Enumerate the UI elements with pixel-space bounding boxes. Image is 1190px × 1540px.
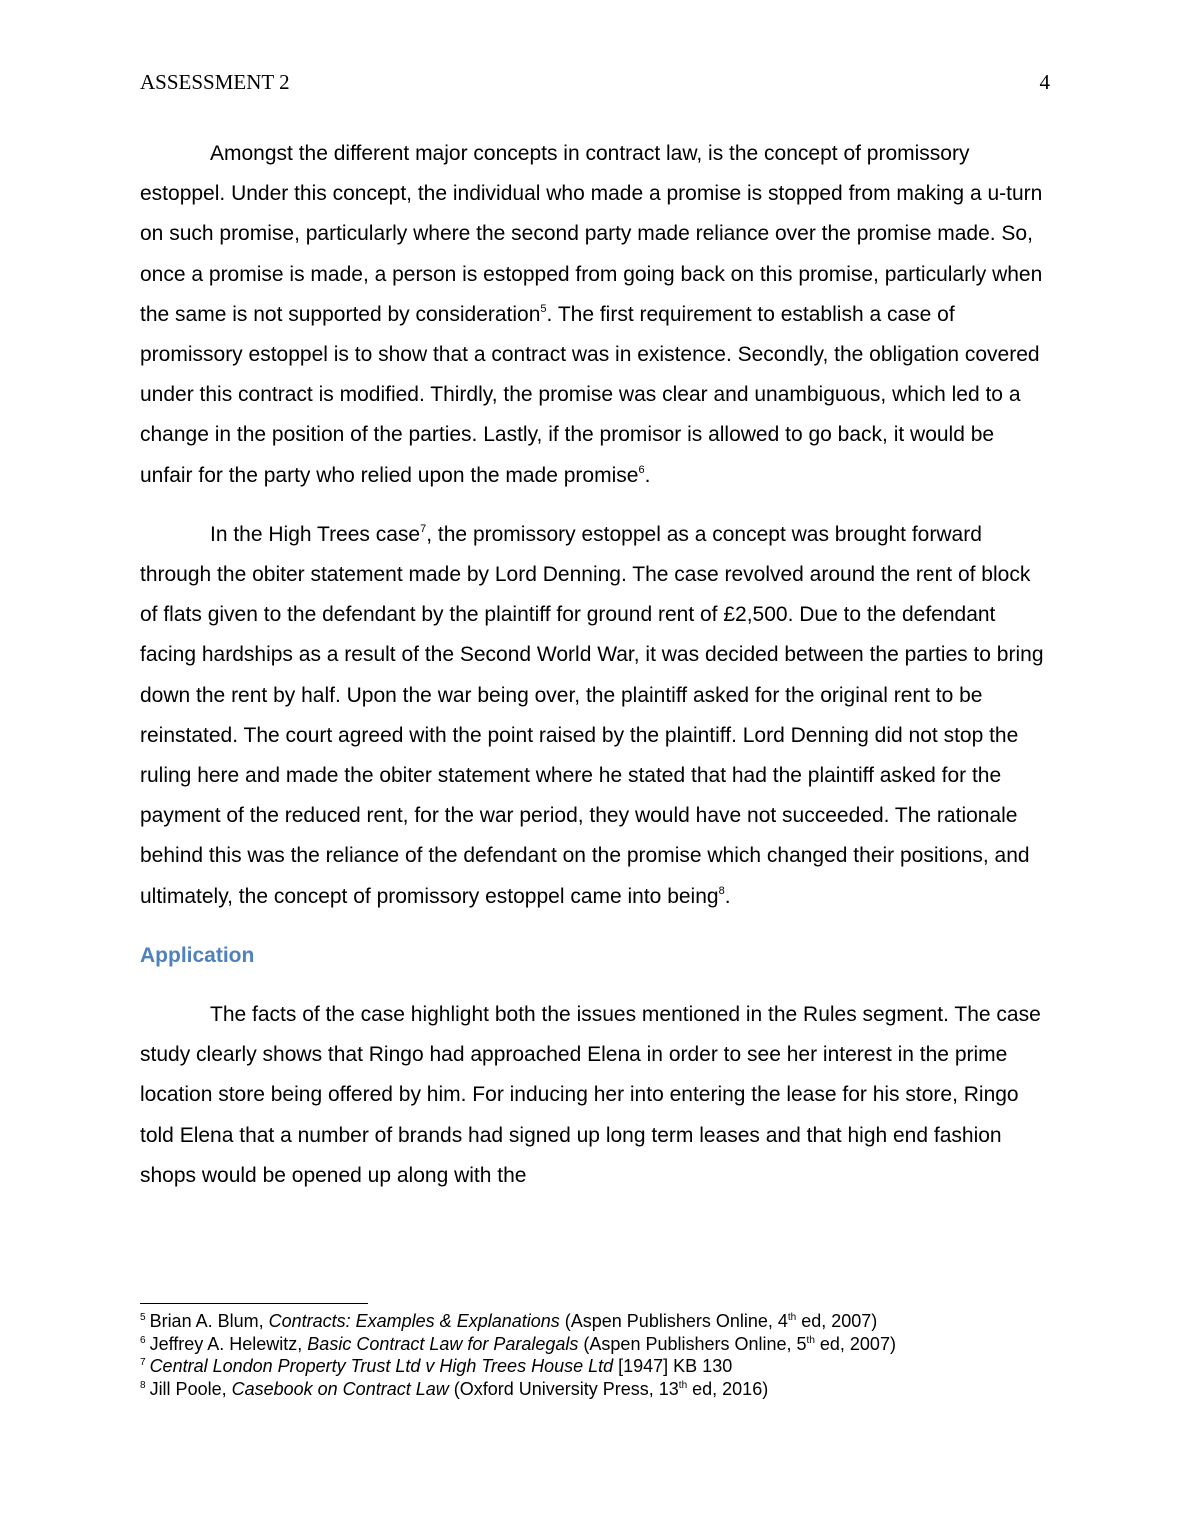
footnote-publication: (Oxford University Press, 13: [448, 1378, 679, 1399]
paragraph-text: Amongst the different major concepts in contract law, is the concept of promissory estoppel. Under this concept, the individual who made a promise is stopped from making a u-turn on such promise, particularly where the second party made reliance over the promise made. So, once a promise is made, a person is estopped from going back on this promise, particularly when the same is not supported by consideration: [140, 142, 1043, 326]
footnote-ref-5[interactable]: 5: [540, 302, 547, 315]
footnote-7: [140, 1355, 1050, 1378]
paragraph-promissory-estoppel-concept: [140, 134, 1050, 496]
footnote-author: Jill Poole,: [149, 1378, 232, 1399]
footnote-number: 6: [140, 1334, 146, 1346]
footnote-ordinal: th: [787, 1312, 797, 1323]
footnote-title: Basic Contract Law for Paralegals: [307, 1333, 579, 1354]
footnote-8: [140, 1378, 1050, 1401]
footnote-publication: (Aspen Publishers Online, 4: [559, 1311, 788, 1331]
footnote-6: [140, 1333, 1050, 1356]
paragraph-text: .: [724, 884, 731, 908]
running-head-title: ASSESSMENT 2: [140, 70, 290, 94]
footnote-5: [140, 1310, 1050, 1333]
footnote-publication-end: ed, 2016): [687, 1378, 769, 1399]
footnote-ref-8[interactable]: 8: [718, 884, 725, 897]
footnotes: [140, 1310, 1050, 1400]
section-heading-application: Application: [140, 943, 255, 967]
paragraph-text: .: [644, 463, 651, 487]
footnote-ref-6[interactable]: 6: [638, 463, 645, 476]
footnote-ordinal: th: [678, 1379, 688, 1391]
footnote-publication: [1947] KB 130: [613, 1356, 733, 1376]
page-number: 4: [1039, 70, 1050, 94]
footnote-ordinal: th: [806, 1334, 815, 1346]
footnote-title: Central London Property Trust Ltd v High Trees House Ltd: [149, 1356, 614, 1376]
paragraph-text: , the promissory estoppel as a concept was brought forward through the obiter statement made by Lord Denning. The case revolved around the rent of block of flats given to the defendant by the plaintiff for ground rent of £2,500. Due to the defendant facing hardships as a result of the Second World War, it was decided between the parties to bring down the rent by half. Upon the war being over, the plaintiff asked for the original rent to be reinstated. The court agreed with the point raised by the plaintiff. Lord Denning did not stop the ruling here and made the obiter statement where he stated that had the plaintiff asked for the payment of the reduced rent, for the war period, they would have not succeeded. The rationale behind this was the reliance of the defendant on the promise which changed their positions, and ultimately, the concept of promissory estoppel came into being: [140, 522, 1044, 908]
footnote-separator: [140, 1303, 368, 1304]
footnote-title: Contracts: Examples & Explanations: [268, 1311, 560, 1331]
page-header: [140, 70, 1050, 100]
footnote-title: Casebook on Contract Law: [231, 1378, 449, 1399]
footnote-author: Brian A. Blum,: [149, 1311, 269, 1331]
footnote-publication: (Aspen Publishers Online, 5: [578, 1333, 807, 1354]
footnote-number: 8: [140, 1379, 146, 1391]
document-body: [140, 134, 1050, 1196]
paragraph-application-facts: The facts of the case highlight both the issues mentioned in the Rules segment. The case study clearly shows that Ringo had approached Elena in order to see her interest in the prime location store being offered by him. For inducing her into entering the lease for his store, Ringo told Elena that a number of brands had signed up long term leases and that high end fashion shops would be opened up along with the: [140, 1003, 1041, 1187]
footnote-number: 7: [140, 1357, 146, 1368]
footnote-publication-end: ed, 2007): [814, 1333, 896, 1354]
paragraph-text: In the High Trees case: [210, 522, 421, 546]
footnote-author: Jeffrey A. Helewitz,: [149, 1333, 308, 1354]
paragraph-high-trees-case: [140, 515, 1050, 917]
paragraph-text: . The first requirement to establish a case of promissory estoppel is to show that a contract was in existence. Secondly, the obligation covered under this contract is modified. Thirdly, the promise was clear and unambiguous, which led to a change in the position of the parties. Lastly, if the promisor is allowed to go back, it would be unfair for the party who relied upon the made promise: [140, 302, 1040, 487]
footnote-ref-7[interactable]: 7: [420, 522, 427, 535]
footnote-publication-end: ed, 2007): [796, 1311, 878, 1331]
footnote-number: 5: [140, 1312, 146, 1323]
